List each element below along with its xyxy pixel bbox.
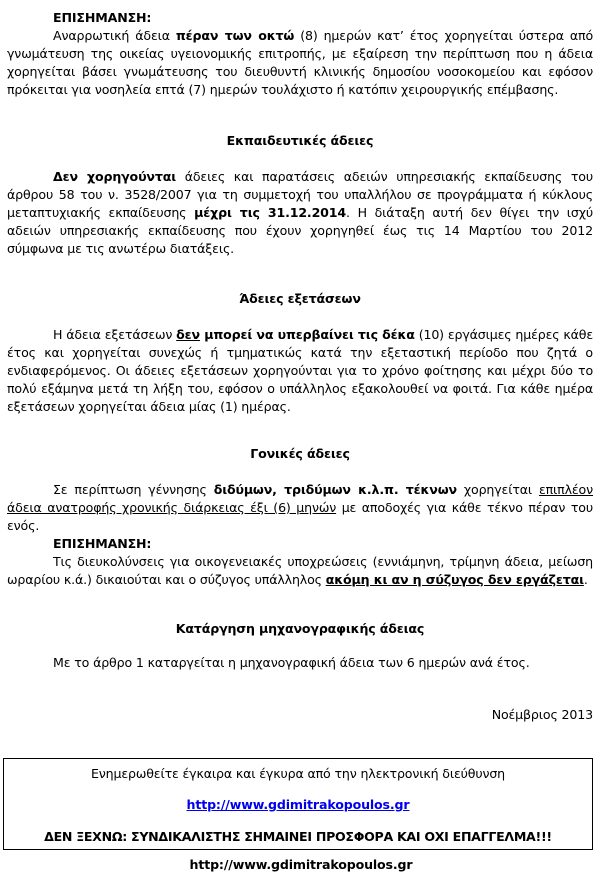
- bold-underline-text: ακόμη κι αν η σύζυγος δεν εργάζεται: [325, 572, 584, 587]
- section-education-leave: [7, 132, 593, 258]
- bold-text: πέραν των οκτώ: [175, 28, 295, 43]
- underline-text: επιπλέον άδεια ανατροφής χρονικής διάρκειας έξι (6) μηνών: [7, 482, 593, 515]
- note-label: ΕΠΙΣΗΜΑΝΣΗ:: [53, 10, 152, 25]
- section-title: Άδειες εξετάσεων: [239, 291, 361, 306]
- parental-paragraph: [7, 481, 593, 535]
- text: Τις διευκολύνσεις για οικογενειακές υποχρεώσεις (εννιάμηνη, τρίμηνη άδεια, μείωση ωραρίου κ.ά.) δικαιούται και ο σύζυγος υπάλληλος: [7, 554, 593, 587]
- slogan: ΔΕΝ ΞΕΧΝΩ: ΣΥΝΔΙΚΑΛΙΣΤΗΣ ΣΗΜΑΙΝΕΙ ΠΡΟΣΦΟΡΑ ΚΑΙ ΟΧΙ ΕΠΑΓΓΕΛΜΑ!!!: [44, 829, 552, 844]
- section-abolition: [7, 620, 593, 672]
- abolition-paragraph: Με το άρθρο 1 καταργείται η μηχανογραφική άδεια των 6 ημερών ανά έτος.: [53, 655, 530, 670]
- bold-text: μπορεί να υπερβαίνει τις δέκα: [199, 327, 415, 342]
- text: Η άδεια εξετάσεων: [53, 327, 177, 342]
- section-sick-leave: [7, 9, 593, 99]
- text: . Η διάταξη αυτή δεν θίγει την ισχύ αδειών υπηρεσιακής εκπαίδευσης που έχουν χορηγηθεί έως τις 14 Μαρτίου του 2012 σύμφωνα με τις ανωτέρω διατάξεις.: [7, 205, 593, 256]
- text: .: [583, 572, 588, 587]
- text: (10) εργάσιμες ημέρες κάθε έτος και χορηγείται συνεχώς ή τμηματικώς κατά την εξεταστική περίοδο που ζητά ο ενδιαφερόμενος. Οι άδειες εξετάσεων χορηγούνται για το χρόνο φοίτησης και μέχρι δύο το πολύ εξάμηνα μετά τη λήξη του, εφόσον ο υπάλληλος εξακολουθεί να φοιτά. Για κάθε ημέρα εξετάσεων χορηγείται άδεια μίας (1) ημέρας.: [7, 327, 593, 414]
- text: χορηγείται: [456, 482, 539, 497]
- text: (8) ημερών κατ’ έτος χορηγείται ύστερα από γνωμάτευση της οικείας υγειονομικής επιτροπής, με εξαίρεση την περίπτωση που η άδεια χορηγείται βάσει γνωμάτευσης του διευθυντή κλινικής δημοσίου νοσοκομείου και εφόσον πρόκειται για νοσηλεία επτά (7) ημερών τουλάχιστο ή κατόπιν χειρουργικής επέμβασης.: [7, 28, 593, 97]
- sick-leave-paragraph: [7, 27, 593, 99]
- parental-note-paragraph: [7, 553, 593, 589]
- bold-underline-text: δεν: [176, 327, 200, 342]
- bold-text: διδύμων, τριδύμων κ.λ.π. τέκνων: [213, 482, 457, 497]
- website-link[interactable]: http://www.gdimitrakopoulos.gr: [186, 797, 410, 812]
- bold-text: Δεν χορηγούνται: [53, 169, 176, 184]
- section-exam-leave: [7, 290, 593, 416]
- section-parental-leave: [7, 445, 593, 589]
- exams-paragraph: [7, 326, 593, 416]
- text: Σε περίπτωση γέννησης: [53, 482, 214, 497]
- section-title: Γονικές άδειες: [250, 446, 350, 461]
- text: Αναρρωτική άδεια: [53, 28, 176, 43]
- section-title: Εκπαιδευτικές άδειες: [226, 133, 374, 148]
- section-title: Κατάργηση μηχανογραφικής άδειας: [175, 621, 425, 636]
- text: με αποδοχές για κάθε τέκνο πέραν του ενός.: [7, 500, 593, 533]
- note-label: ΕΠΙΣΗΜΑΝΣΗ:: [53, 536, 152, 551]
- info-box: [3, 758, 593, 850]
- document-date: [7, 707, 593, 722]
- footer-url: http://www.gdimitrakopoulos.gr: [189, 857, 413, 872]
- date-text: Νοέμβριος 2013: [491, 707, 593, 722]
- website-link-container: [4, 796, 592, 814]
- info-box-text: Ενημερωθείτε έγκαιρα και έγκυρα από την ηλεκτρονική διεύθυνση: [90, 766, 506, 781]
- education-paragraph: [7, 168, 593, 258]
- text: άδειες και παρατάσεις αδειών υπηρεσιακής εκπαίδευσης του άρθρου 58 του ν. 3528/2007 για τη συμμετοχή του υπαλλήλου σε προγράμματα ή κύκλους μεταπτυχιακής εκπαίδευσης: [7, 169, 593, 220]
- bold-text: μέχρι τις 31.12.2014: [194, 205, 347, 220]
